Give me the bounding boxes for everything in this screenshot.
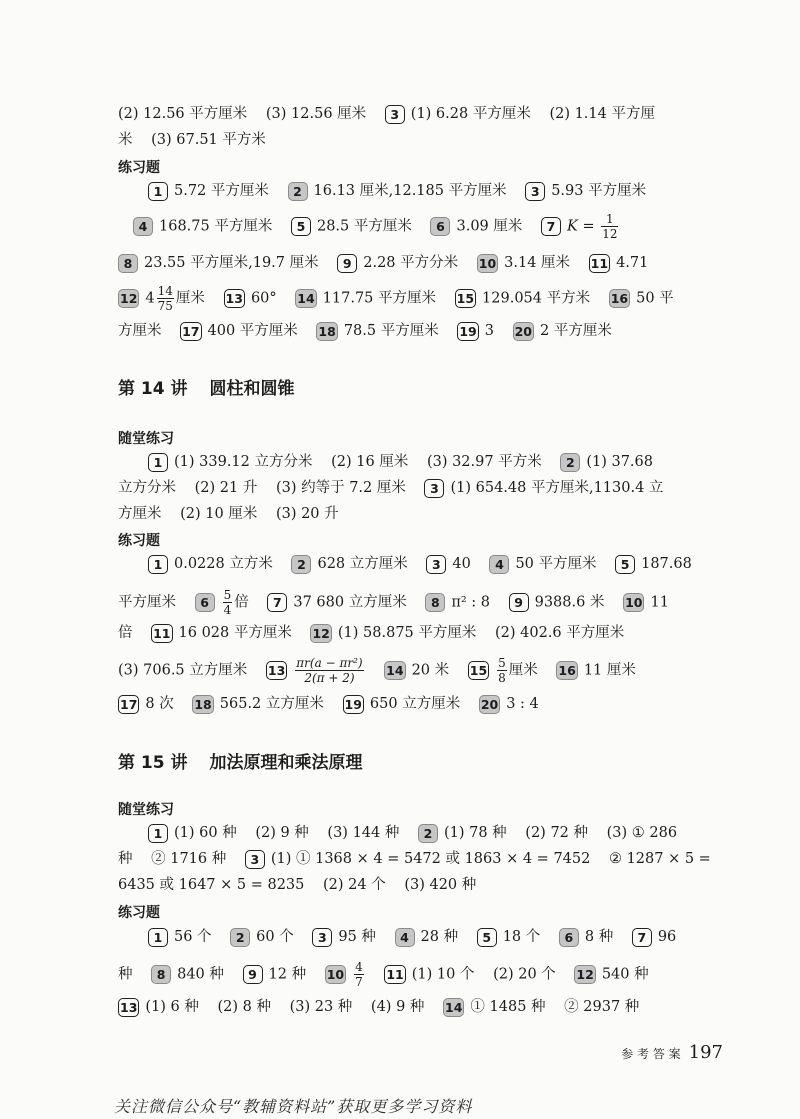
question-number: 11 <box>386 967 404 982</box>
question-number: 10 <box>478 255 497 271</box>
question-number: 16 <box>610 291 629 306</box>
answer-line: 方厘米 17 400 平方厘米 18 78.5 平方厘米 19 3 20 2 平方厘米 <box>118 323 612 339</box>
question-number: 2 <box>418 824 438 843</box>
answer-line: 17 8 次 18 565.2 立方厘米 19 650 立方厘米 20 3 : 4 <box>120 696 539 712</box>
question-number: 15 <box>469 663 488 678</box>
question-number: 14 <box>297 291 315 306</box>
answer-line: 6435 或 1647 × 5 = 8235 (2) 24 个 (3) 420 种 <box>118 877 477 893</box>
fraction: $\frac{4}{7}$ <box>355 960 363 989</box>
fraction: $\frac{1}{12}$ <box>602 212 618 241</box>
question-number: 17 <box>182 323 200 339</box>
question-number: 5 <box>291 217 311 236</box>
question-number: 20 <box>480 696 499 712</box>
fraction: $\frac{14}{75}$ <box>157 284 173 313</box>
question-number: 3 <box>424 479 444 498</box>
question-number: 9 <box>243 965 263 984</box>
answer-line: 13 (1) 6 种 (2) 8 种 (3) 23 种 (4) 9 种 14 ① 1485 种 ② 2937 种 <box>120 999 640 1015</box>
question-number: 8 <box>151 965 171 984</box>
question-number: 4 <box>133 217 153 236</box>
question-number: 13 <box>267 663 286 678</box>
question-number: 13 <box>120 999 138 1015</box>
page-footer <box>621 1042 723 1063</box>
question-number: 18 <box>318 323 336 339</box>
question-number: 8 <box>118 254 138 273</box>
section-heading: 随堂练习 <box>118 431 174 447</box>
answer-line: (2) 12.56 平方厘米 (3) 12.56 厘米 3 (1) 6.28 平方厘米 (2) 1.14 平方厘 <box>118 106 655 122</box>
question-number: 2 <box>288 182 308 201</box>
question-number: 5 <box>615 555 635 574</box>
question-number: 19 <box>344 696 362 712</box>
fraction: $\frac{5}{4}$ <box>223 588 232 617</box>
answer-line: 4 168.75 平方厘米 5 28.5 平方厘米 6 3.09 厘米 7 K = $\frac{1}{12}$ <box>133 212 620 241</box>
answer-line: 倍 11 16 028 平方厘米 12 (1) 58.875 平方厘米 (2) 402.6 平方厘米 <box>118 625 625 641</box>
answer-line: 平方厘米 6 $\frac{5}{4}$ 倍 7 37 680 立方厘米 8 π² : 8 9 9388.6 米 10 11 <box>118 588 669 617</box>
section-heading: 练习题 <box>118 533 160 549</box>
question-number: 4 <box>395 928 415 947</box>
section-heading: 练习题 <box>118 160 160 176</box>
question-number: 19 <box>459 323 477 339</box>
answer-line: 1 0.0228 立方米 2 628 立方厘米 3 40 4 50 平方厘米 5 187.68 <box>148 553 692 575</box>
answer-line: 种 8 840 种 9 12 种 10 $\frac{4}{7}$ 11 (1) 10 个 (2) 20 个 12 540 种 <box>118 960 649 989</box>
answer-line: 1 5.72 平方厘米 2 16.13 厘米,12.185 平方厘米 3 5.93 平方厘米 <box>148 180 646 202</box>
question-number: 5 <box>477 928 497 947</box>
watermark: 关注微信公众号“教辅资料站”获取更多学习资料 <box>114 1097 473 1116</box>
section-heading: 随堂练习 <box>118 802 174 818</box>
question-number: 1 <box>148 182 168 201</box>
question-number: 18 <box>194 696 212 712</box>
question-number: 2 <box>560 453 580 472</box>
question-number: 6 <box>195 593 215 612</box>
answer-line: 方厘米 (2) 10 厘米 (3) 20 升 <box>118 506 339 522</box>
chapter-title: 第 15 讲 加法原理和乘法原理 <box>118 753 363 773</box>
question-number: 1 <box>148 555 168 574</box>
question-number: 2 <box>230 928 250 947</box>
answer-line: 1 (1) 339.12 立方分米 (2) 16 厘米 (3) 32.97 平方米 2 (1) 37.68 <box>148 451 653 473</box>
fraction: $\frac{\text{πr(a − πr²)}}{2(\pi + 2)}$ <box>296 656 363 685</box>
question-number: 4 <box>489 555 509 574</box>
question-number: 20 <box>514 323 532 339</box>
fraction: $\frac{5}{8}$ <box>498 656 506 685</box>
question-number: 17 <box>120 696 138 712</box>
question-number: 14 <box>445 999 463 1015</box>
answer-line: (3) 706.5 立方厘米 13 $\frac{\text{πr(a − πr²)}}{2(\pi + 2)}$ 14 20 米 15 $\frac{5}{8}$ 厘米 16 11 厘米 <box>118 656 636 685</box>
question-number: 11 <box>153 625 171 641</box>
question-number: 1 <box>148 824 168 843</box>
question-number: 16 <box>558 663 576 678</box>
question-number: 7 <box>541 217 561 236</box>
answer-line: 米 (3) 67.51 平方米 <box>118 132 266 148</box>
footer-label: 参 考 答 案 <box>621 1047 681 1061</box>
answer-line: 1 (1) 60 种 (2) 9 种 (3) 144 种 2 (1) 78 种 (2) 72 种 (3) ① 286 <box>148 822 677 844</box>
question-number: 14 <box>386 663 404 678</box>
answer-line: 1 56 个 2 60 个 3 95 种 4 28 种 5 18 个 6 8 种 7 96 <box>148 926 676 948</box>
answer-line: 种 ② 1716 种 3 (1) ① 1368 × 4 = 5472 或 1863 × 4 = 7452 ② 1287 × 5 = <box>118 851 711 867</box>
question-number: 6 <box>430 217 450 236</box>
question-number: 11 <box>590 255 609 271</box>
question-number: 3 <box>312 928 332 947</box>
answer-line: 8 23.55 平方厘米,19.7 厘米 9 2.28 平方分米 10 3.14 厘米 11 4.71 <box>118 252 648 274</box>
question-number: 10 <box>326 967 345 982</box>
question-number: 3 <box>385 105 405 124</box>
page-number: 197 <box>688 1042 723 1063</box>
chapter-title: 第 14 讲 圆柱和圆锥 <box>118 379 295 399</box>
question-number: 15 <box>456 291 475 306</box>
question-number: 9 <box>509 593 529 612</box>
question-number: 12 <box>312 625 330 641</box>
question-number: 2 <box>291 555 311 574</box>
question-number: 3 <box>426 555 446 574</box>
question-number: 6 <box>559 928 579 947</box>
question-number: 12 <box>120 291 138 306</box>
section-heading: 练习题 <box>118 905 160 921</box>
question-number: 7 <box>632 928 652 947</box>
question-number: 8 <box>425 593 445 612</box>
answer-line: 立方分米 (2) 21 升 (3) 约等于 7.2 厘米 3 (1) 654.48 平方厘米,1130.4 立 <box>118 480 664 496</box>
answer-line: 12 4 $\frac{14}{75}$ 厘米 13 60° 14 117.75 平方厘米 15 129.054 平方米 16 50 平 <box>120 284 674 313</box>
question-number: 12 <box>576 967 594 982</box>
question-number: 1 <box>148 928 168 947</box>
question-number: 3 <box>245 850 265 869</box>
question-number: 13 <box>225 291 243 306</box>
question-number: 10 <box>625 595 643 610</box>
question-number: 3 <box>525 182 545 201</box>
question-number: 9 <box>337 254 357 273</box>
question-number: 1 <box>148 453 168 472</box>
question-number: 7 <box>267 593 287 612</box>
